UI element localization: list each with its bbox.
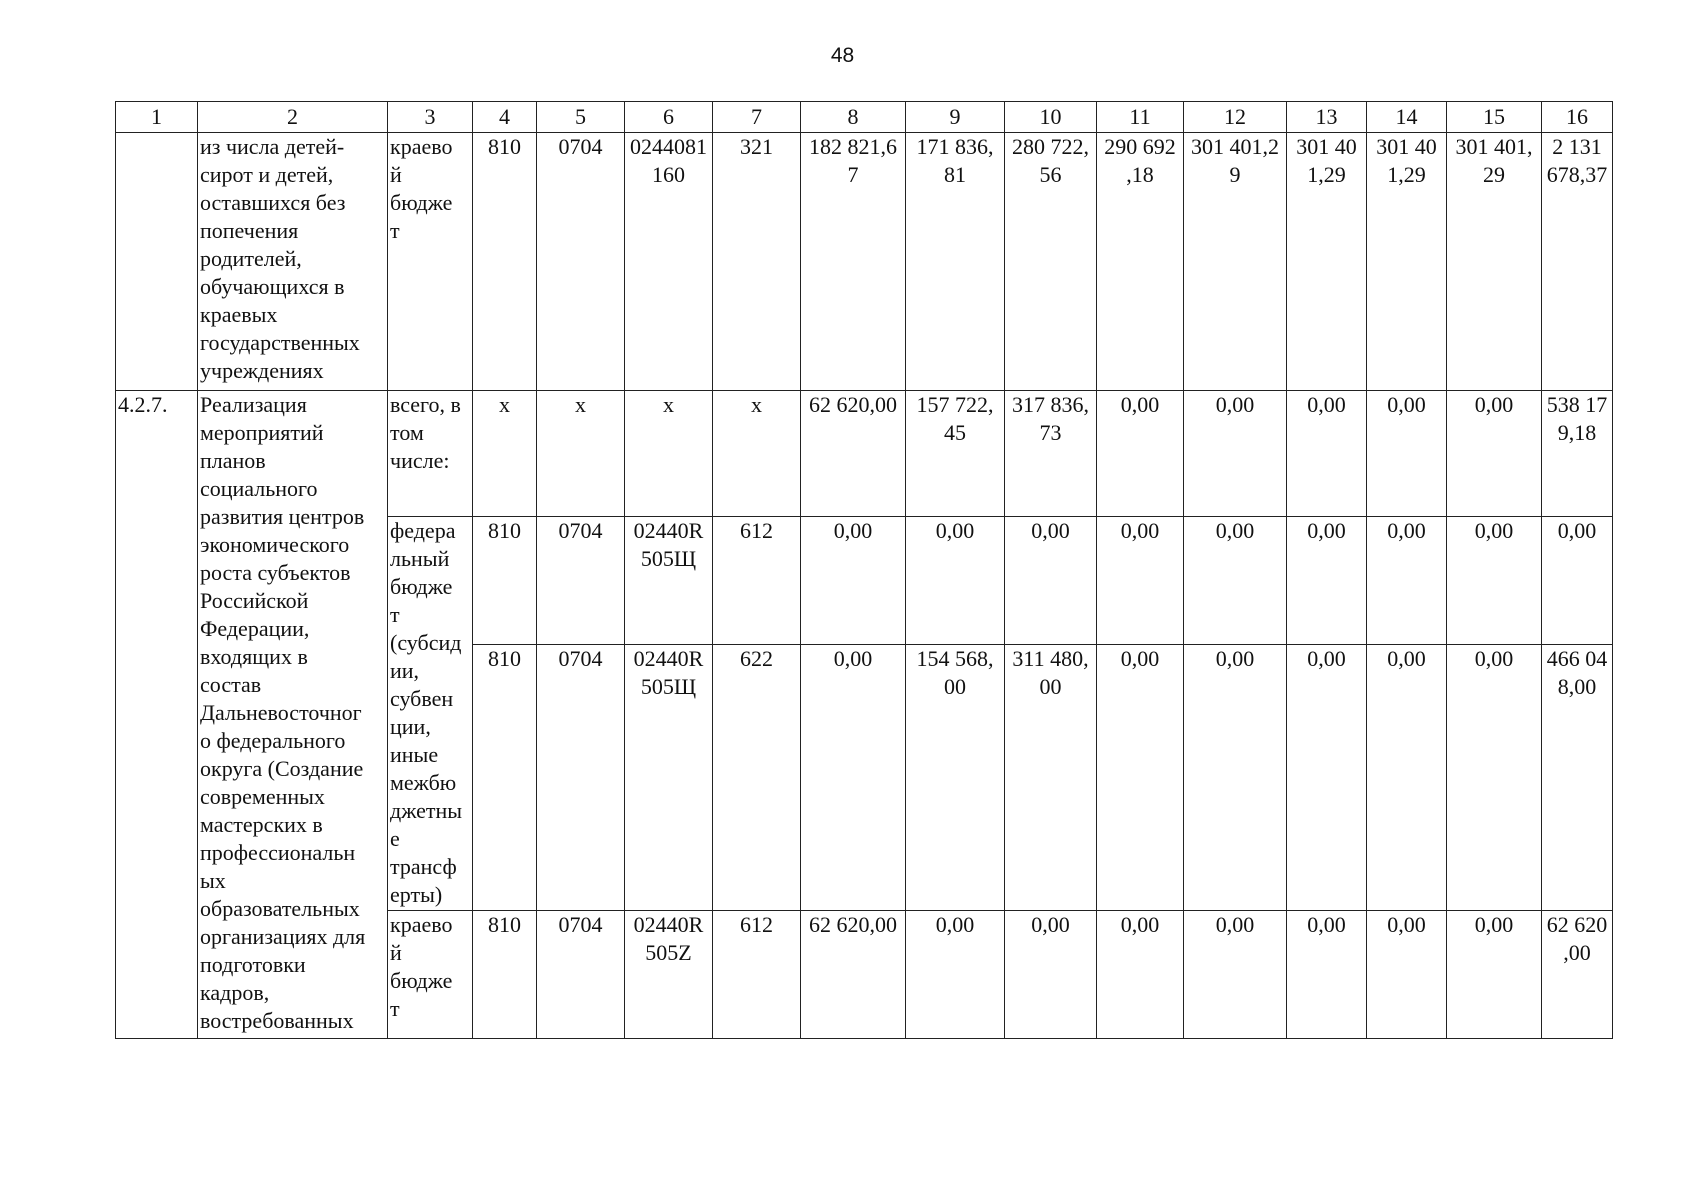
item-number-cell: 4.2.7.: [116, 391, 198, 1039]
table-cell: 301 401, 29: [1447, 133, 1542, 391]
table-cell: 62 620,00: [801, 911, 906, 1039]
table-cell: 810: [473, 911, 537, 1039]
table-cell: 0704: [537, 911, 625, 1039]
table-cell: 810: [473, 133, 537, 391]
table-cell: 301 40 1,29: [1287, 133, 1367, 391]
table-cell: 0,00: [1367, 517, 1447, 645]
table-cell: 810: [473, 645, 537, 911]
column-header: 16: [1542, 102, 1613, 133]
table-cell: всего, в том числе:: [388, 391, 473, 517]
page-number: 48: [830, 44, 855, 67]
table-cell: 466 04 8,00: [1542, 645, 1613, 911]
table-cell: 157 722, 45: [906, 391, 1005, 517]
table-cell: 0,00: [906, 911, 1005, 1039]
table-cell: 0,00: [1287, 911, 1367, 1039]
table-cell: 0,00: [1287, 391, 1367, 517]
column-header: 3: [388, 102, 473, 133]
table-cell: 0704: [537, 645, 625, 911]
column-header: 15: [1447, 102, 1542, 133]
table-cell: 62 620,00: [801, 391, 906, 517]
column-header: 9: [906, 102, 1005, 133]
table-cell: 0,00: [1287, 645, 1367, 911]
table-cell: 154 568, 00: [906, 645, 1005, 911]
table-cell: 0,00: [801, 517, 906, 645]
table-cell: 0,00: [1184, 645, 1287, 911]
table-cell: x: [537, 391, 625, 517]
column-header: 6: [625, 102, 713, 133]
table-cell: 612: [713, 517, 801, 645]
table-cell: 0,00: [1542, 517, 1613, 645]
table-cell: из числа детей- сирот и детей, оставшихся без попечения родителей, обучающихся в краевых государственных учреждениях: [198, 133, 388, 391]
table-cell: x: [625, 391, 713, 517]
table-cell: 0,00: [1367, 645, 1447, 911]
table-cell: 280 722, 56: [1005, 133, 1097, 391]
table-cell: x: [473, 391, 537, 517]
table-cell: 0,00: [1447, 645, 1542, 911]
table-cell: 02440R 505Z: [625, 911, 713, 1039]
column-header: 4: [473, 102, 537, 133]
table-header-row: [116, 102, 1613, 133]
column-header: 10: [1005, 102, 1097, 133]
table-cell: 0244081 160: [625, 133, 713, 391]
column-header: 1: [116, 102, 198, 133]
table-cell: 0,00: [1447, 391, 1542, 517]
column-header: 5: [537, 102, 625, 133]
table-cell: 0704: [537, 133, 625, 391]
table-cell: 62 620 ,00: [1542, 911, 1613, 1039]
table-cell: 0,00: [801, 645, 906, 911]
table-cell: 0704: [537, 517, 625, 645]
table-cell: 301 40 1,29: [1367, 133, 1447, 391]
table-cell: 0,00: [1184, 391, 1287, 517]
table-cell: 301 401,2 9: [1184, 133, 1287, 391]
budget-table: [115, 101, 1613, 1039]
table-cell: 0,00: [1367, 911, 1447, 1039]
table-cell: 0,00: [1005, 517, 1097, 645]
table-cell: краево й бюдже т: [388, 911, 473, 1039]
table-cell: x: [713, 391, 801, 517]
column-header: 8: [801, 102, 906, 133]
table-cell: краево й бюдже т: [388, 133, 473, 391]
table-cell: 171 836, 81: [906, 133, 1005, 391]
table-cell: 0,00: [1097, 911, 1184, 1039]
table-row: [116, 133, 1613, 391]
item-description-cell: Реализация мероприятий планов социального развития центров экономического роста субъектов Российской Федерации, входящих в состав Дальневосточног о федерального округа (Создание современных мастерских в профессиональн ых образовательных организациях для подготовки кадров, востребованных: [198, 391, 388, 1039]
table-cell: 0,00: [1447, 911, 1542, 1039]
table-cell: 290 692 ,18: [1097, 133, 1184, 391]
table-cell: федера льный бюдже т (субсид ии, субвен ции, иные межбю джетны е трансф ерты): [388, 517, 473, 911]
column-header: 12: [1184, 102, 1287, 133]
table-cell: 0,00: [1367, 391, 1447, 517]
table-cell: 810: [473, 517, 537, 645]
table-cell: 538 17 9,18: [1542, 391, 1613, 517]
table-cell: 0,00: [1097, 391, 1184, 517]
column-header: 7: [713, 102, 801, 133]
table-cell: 0,00: [1287, 517, 1367, 645]
table-cell: 182 821,6 7: [801, 133, 906, 391]
table-cell: 622: [713, 645, 801, 911]
table-cell: 02440R 505Щ: [625, 645, 713, 911]
column-header: 11: [1097, 102, 1184, 133]
table-cell: 0,00: [906, 517, 1005, 645]
table-cell: 02440R 505Щ: [625, 517, 713, 645]
table-cell: 0,00: [1184, 517, 1287, 645]
table-cell: 0,00: [1005, 911, 1097, 1039]
table-cell: 2 131 678,37: [1542, 133, 1613, 391]
table-cell: 0,00: [1184, 911, 1287, 1039]
column-header: 2: [198, 102, 388, 133]
table-cell: 321: [713, 133, 801, 391]
table-cell: 0,00: [1097, 645, 1184, 911]
table-cell: 0,00: [1097, 517, 1184, 645]
table-cell: 317 836, 73: [1005, 391, 1097, 517]
table-cell: 0,00: [1447, 517, 1542, 645]
column-header: 14: [1367, 102, 1447, 133]
table-row: [116, 391, 1613, 517]
column-header: 13: [1287, 102, 1367, 133]
table-cell: [116, 133, 198, 391]
table-cell: 612: [713, 911, 801, 1039]
table-cell: 311 480, 00: [1005, 645, 1097, 911]
